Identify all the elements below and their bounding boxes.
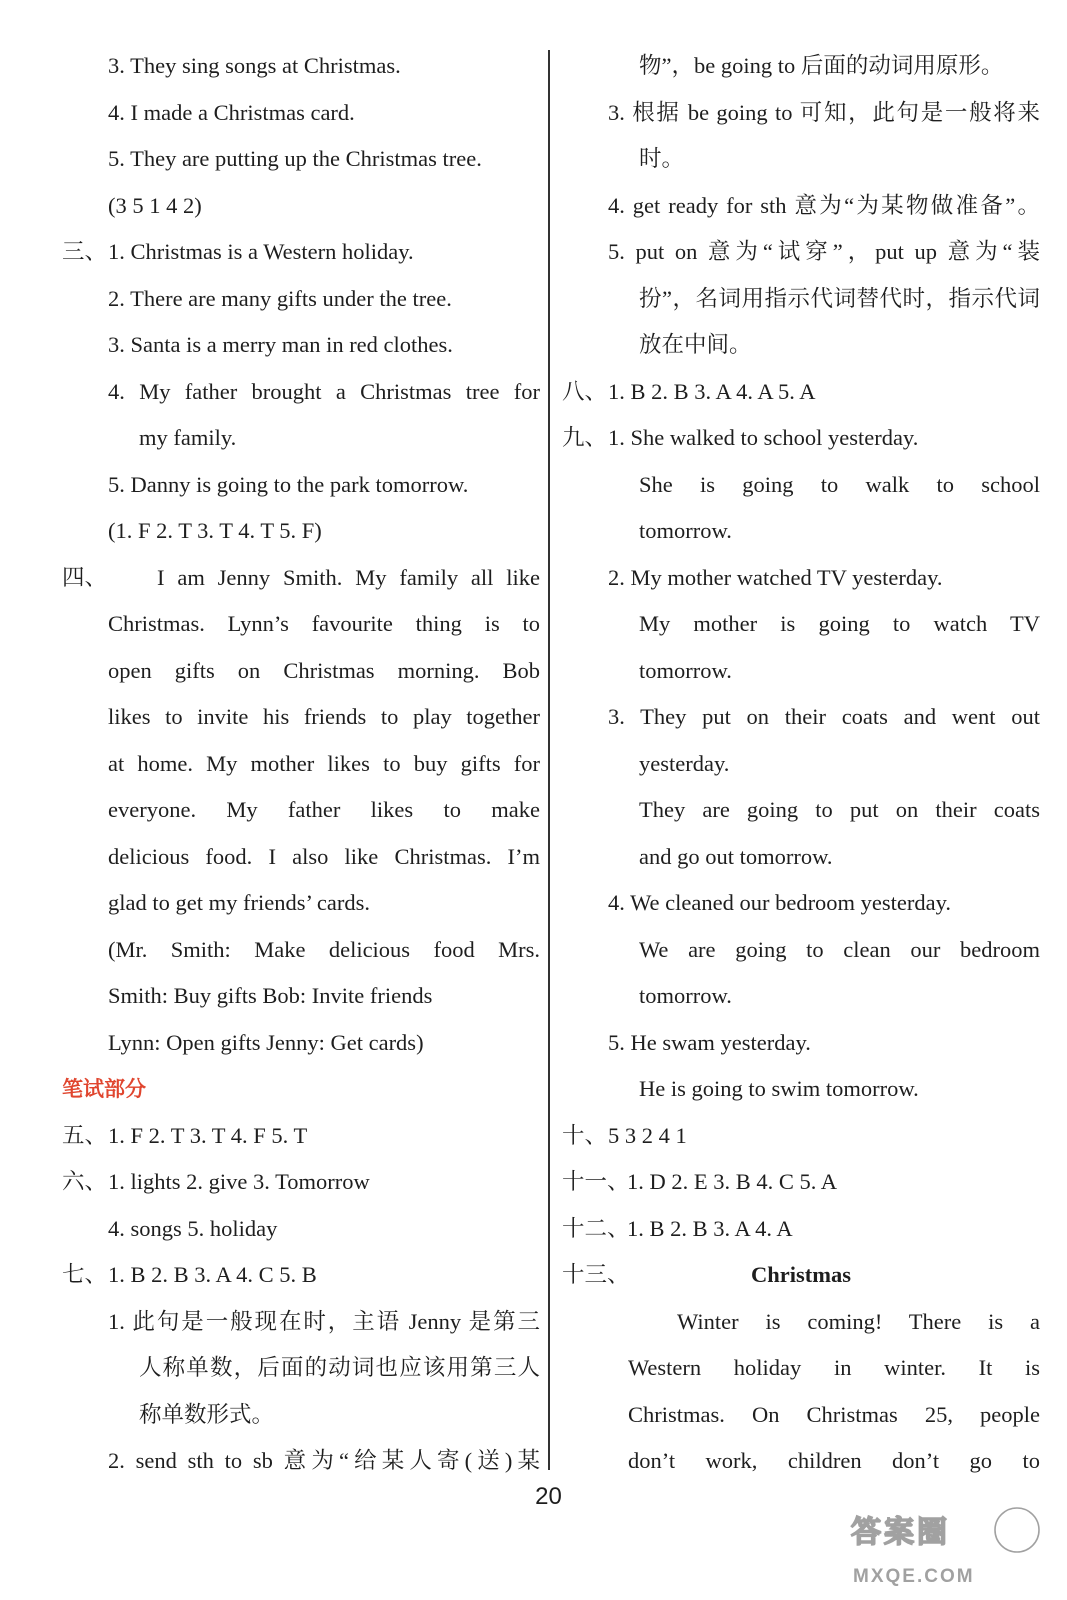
answer-line — [62, 90, 540, 137]
answer-text: 放在中间。 — [639, 332, 752, 357]
answer-line — [562, 43, 1040, 90]
answer-line — [62, 415, 540, 462]
column-divider — [548, 50, 550, 1470]
answer-line — [62, 462, 540, 509]
answer-text: 5. They are putting up the Christmas tree. — [108, 146, 482, 171]
answer-line — [62, 1392, 540, 1439]
answer-text: tomorrow. — [639, 518, 732, 543]
answer-text: don’t work, children don’t go to — [628, 1448, 1040, 1473]
answer-text: 4. songs 5. holiday — [108, 1215, 278, 1241]
answer-line — [62, 834, 540, 881]
watermark-logo — [845, 1500, 1045, 1592]
answer-text: Christmas. Lynn’s favourite thing is to — [108, 611, 540, 636]
answer-text: 4. We cleaned our bedroom yesterday. — [608, 890, 952, 915]
answer-line — [562, 415, 1040, 462]
answer-text: 2. There are many gifts under the tree. — [108, 285, 452, 311]
answer-text: 2. My mother watched TV yesterday. — [608, 564, 943, 590]
answer-line — [562, 648, 1040, 695]
answer-text: 1. D 2. E 3. B 4. C 5. A — [627, 1169, 838, 1194]
answer-line — [62, 1159, 540, 1206]
answer-text: at home. My mother likes to buy gifts for — [108, 750, 540, 776]
essay-title: Christmas — [751, 1262, 851, 1287]
answer-line — [562, 787, 1040, 834]
right-column — [562, 43, 1040, 1485]
answer-text: 扮”，名词用指示代词替代时，指示代词 — [639, 285, 1040, 311]
answer-line — [62, 1066, 540, 1113]
answer-text: 人称单数，后面的动词也应该用第三人 — [139, 1355, 540, 1380]
answer-text: 4. I made a Christmas card. — [108, 99, 355, 125]
answer-line — [62, 880, 540, 927]
answer-line — [562, 1252, 1040, 1299]
section-number: 五、 — [62, 1122, 108, 1148]
section-number: 七、 — [62, 1262, 108, 1287]
answer-line — [562, 322, 1040, 369]
answer-line — [62, 555, 540, 602]
answer-line — [62, 229, 540, 276]
answer-line — [62, 1020, 540, 1067]
section-number: 十、 — [562, 1122, 608, 1148]
answer-line — [62, 183, 540, 230]
answer-line — [62, 508, 540, 555]
answer-line — [62, 1438, 540, 1485]
section-number: 六、 — [62, 1169, 108, 1194]
answer-text: Western holiday in winter. It is — [628, 1355, 1040, 1380]
answer-line — [62, 787, 540, 834]
answer-text: 2. send sth to sb 意为“给某人寄(送)某 — [108, 1448, 540, 1473]
answer-text: 5. Danny is going to the park tomorrow. — [108, 471, 469, 497]
answer-line — [562, 694, 1040, 741]
answer-text: 1. B 2. B 3. A 4. A 5. A — [608, 378, 816, 404]
answer-line — [562, 1159, 1040, 1206]
answer-line — [562, 555, 1040, 602]
answer-text: 3. They put on their coats and went out — [608, 704, 1040, 729]
answer-text: Smith: Buy gifts Bob: Invite friends — [108, 983, 433, 1008]
answer-line — [62, 1113, 540, 1160]
answer-text: delicious food. I also like Christmas. I’m — [108, 843, 540, 869]
answer-line — [562, 90, 1040, 137]
answer-line — [62, 276, 540, 323]
answer-text: I am Jenny Smith. My family all like — [157, 564, 540, 590]
answer-line — [562, 508, 1040, 555]
answer-line — [562, 229, 1040, 276]
answer-text: 5 3 2 4 1 — [608, 1122, 687, 1148]
answer-text: my family. — [139, 425, 237, 450]
section-number: 十二、 — [562, 1215, 630, 1241]
answer-line — [562, 462, 1040, 509]
answer-text: 1. F 2. T 3. T 4. F 5. T — [108, 1122, 308, 1148]
left-column — [62, 43, 540, 1485]
answer-text: yesterday. — [639, 750, 730, 776]
answer-text: tomorrow. — [639, 657, 732, 683]
answer-line — [562, 927, 1040, 974]
answer-text: Winter is coming! There is a — [677, 1308, 1040, 1334]
answer-line — [562, 1438, 1040, 1485]
answer-text: 3. 根据 be going to 可知，此句是一般将来 — [608, 99, 1040, 125]
answer-line — [562, 741, 1040, 788]
answer-text: 1. 此句是一般现在时，主语 Jenny 是第三 — [108, 1308, 540, 1334]
answer-line — [562, 369, 1040, 416]
answer-line — [62, 601, 540, 648]
answer-line — [562, 1392, 1040, 1439]
page-number: 20 — [535, 1483, 562, 1510]
answer-text: 1. She walked to school yesterday. — [608, 425, 919, 450]
answer-line — [62, 369, 540, 416]
answer-line — [62, 136, 540, 183]
answer-text: 时。 — [639, 146, 685, 171]
answer-line — [62, 694, 540, 741]
answer-text: 4. My father brought a Christmas tree for — [108, 378, 540, 404]
answer-line — [62, 927, 540, 974]
section-number: 十一、 — [562, 1169, 630, 1194]
answer-text: and go out tomorrow. — [639, 843, 833, 869]
section-heading: 笔试部分 — [62, 1077, 146, 1101]
answer-line — [562, 136, 1040, 183]
answer-text: 物”，be going to 后面的动词用原形。 — [639, 53, 1004, 78]
section-number: 十三、 — [562, 1262, 630, 1287]
answer-line — [62, 1345, 540, 1392]
answer-text: She is going to walk to school — [639, 471, 1040, 497]
answer-line — [562, 1345, 1040, 1392]
answer-text: 称单数形式。 — [139, 1401, 275, 1427]
answer-text: open gifts on Christmas morning. Bob — [108, 657, 540, 683]
answer-line — [62, 43, 540, 90]
answer-text: 4. get ready for sth 意为“为某物做准备”。 — [608, 192, 1040, 218]
answer-text: (Mr. Smith: Make delicious food Mrs. — [108, 936, 540, 962]
answer-line — [562, 276, 1040, 323]
answer-text: Christmas. On Christmas 25, people — [628, 1401, 1040, 1427]
answer-text: (3 5 1 4 2) — [108, 192, 202, 218]
answer-line — [562, 183, 1040, 230]
answer-text: (1. F 2. T 3. T 4. T 5. F) — [108, 518, 322, 543]
answer-text: 1. B 2. B 3. A 4. A — [627, 1215, 793, 1241]
answer-text: likes to invite his friends to play together — [108, 704, 540, 729]
answer-text: Lynn: Open gifts Jenny: Get cards) — [108, 1029, 424, 1055]
section-number: 八、 — [562, 378, 608, 404]
answer-line — [562, 973, 1040, 1020]
watermark-text: 答案圈 — [851, 1516, 950, 1549]
answer-text: glad to get my friends’ cards. — [108, 890, 371, 915]
answer-text: 1. Christmas is a Western holiday. — [108, 239, 414, 264]
answer-line — [62, 1206, 540, 1253]
section-number: 三、 — [62, 239, 108, 264]
answer-text: 3. They sing songs at Christmas. — [108, 53, 401, 78]
answer-line — [562, 880, 1040, 927]
answer-line — [562, 1206, 1040, 1253]
answer-line — [562, 601, 1040, 648]
answer-text: 3. Santa is a merry man in red clothes. — [108, 332, 453, 357]
section-number: 四、 — [62, 564, 108, 590]
answer-line — [62, 322, 540, 369]
answer-line — [562, 834, 1040, 881]
answer-line — [62, 1299, 540, 1346]
watermark-site: MXQE.COM — [853, 1566, 975, 1587]
section-number: 九、 — [562, 425, 608, 450]
answer-text: My mother is going to watch TV — [639, 611, 1040, 636]
answer-text: We are going to clean our bedroom — [639, 936, 1040, 962]
answer-line — [562, 1066, 1040, 1113]
answer-text: 1. lights 2. give 3. Tomorrow — [108, 1169, 370, 1194]
answer-text: tomorrow. — [639, 983, 732, 1008]
answer-text: 1. B 2. B 3. A 4. C 5. B — [108, 1262, 317, 1287]
answer-text: He is going to swim tomorrow. — [639, 1076, 919, 1101]
answer-line — [62, 1252, 540, 1299]
answer-text: 5. He swam yesterday. — [608, 1029, 811, 1055]
answer-line — [562, 1299, 1040, 1346]
answer-text: everyone. My father likes to make — [108, 797, 540, 822]
answer-line — [62, 973, 540, 1020]
answer-line — [562, 1113, 1040, 1160]
answer-line — [62, 741, 540, 788]
answer-text: 5. put on 意为“试穿”，put up 意为“装 — [608, 239, 1040, 264]
answer-line — [62, 648, 540, 695]
answer-line — [562, 1020, 1040, 1067]
answer-text: They are going to put on their coats — [639, 797, 1040, 822]
